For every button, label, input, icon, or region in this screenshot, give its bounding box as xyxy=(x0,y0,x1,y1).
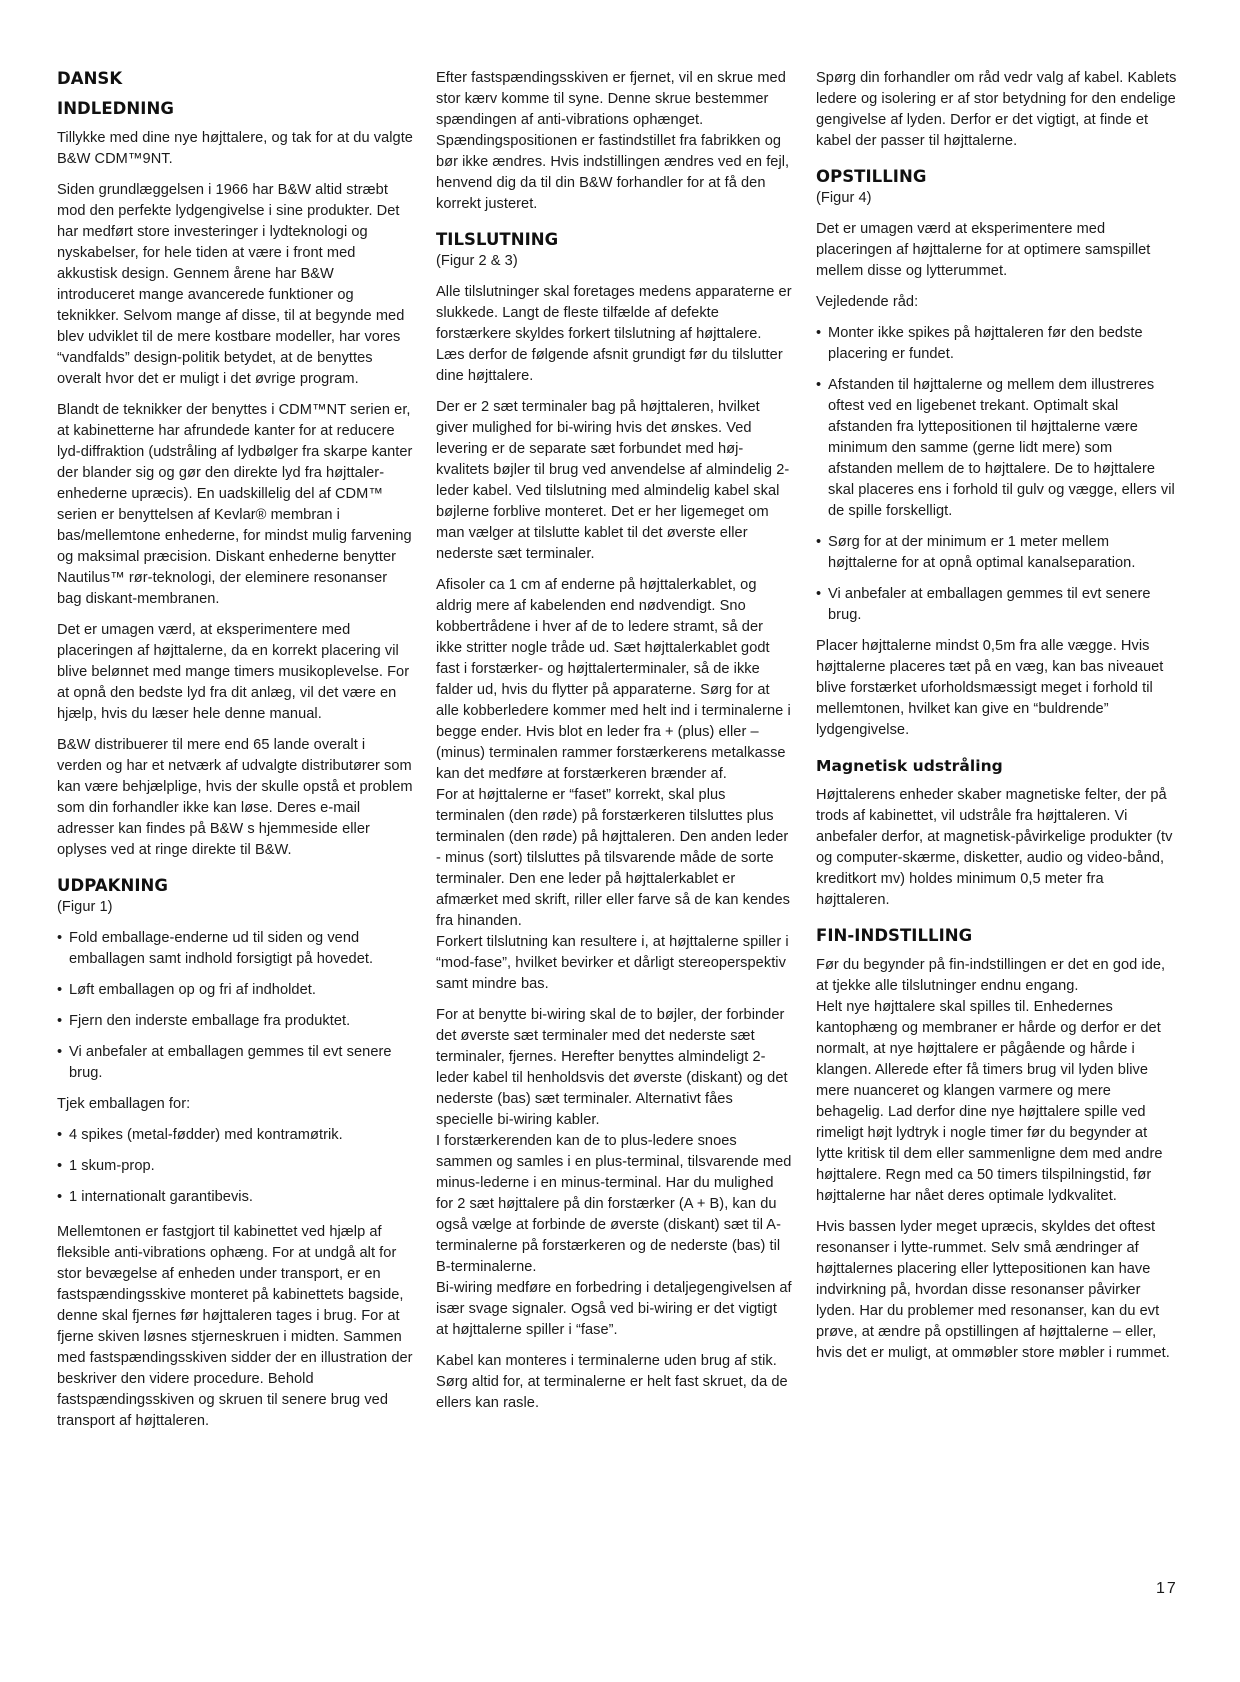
intro-heading: INDLEDNING xyxy=(57,99,174,118)
setup-paragraph: Det er umagen værd at eksperimentere med placeringen af højttalerne for at optimere samspillet mellem disse og lytterummet. xyxy=(816,221,1151,279)
list-item: • Monter ikke spikes på højttaleren før den bedste placering er fundet. xyxy=(816,323,1178,365)
magnetic-paragraph: Højttalerens enheder skaber magnetiske felter, der på trods af kabinettet, vil udstråle fra højttaleren. Vi anbefaler derfor, at magnetisk-påvirkelige produkter (tv og computer-skærme, disketter, audio og video-bånd, kreditkort mv) holdes minimum 0,5 meter fra højttaleren. xyxy=(816,787,1173,908)
list-item: • Vi anbefaler at emballagen gemmes til evt senere brug. xyxy=(816,584,1178,626)
fine-tuning-paragraph-a: Før du begynder på fin-indstillingen er det en god ide, at tjekke alle tilslutninger endnu engang. xyxy=(816,957,1166,994)
setup-figure-caption: (Figur 4) xyxy=(816,190,872,206)
page-number: 17 xyxy=(1156,1580,1178,1597)
connection-paragraph-3a: Afisoler ca 1 cm af enderne på højttalerkablet, og aldrig mere af kabelenden end nødvendigt. Sno kobbertrådene i hver af de to ledere stramt, så der ikke stritter nogle tråde ud. Sæt højttalerkablet godt fast i forstærker- og højttalerterminaler, så de ikke falder ud, hvis du flytter på apparaterne. Sørg for at alle kobberledere kommer med helt ind i terminalerne i begge ender. Hvis blot en leder fra + (plus) eller – (minus) terminalen rammer forstærkerens metalkasse kan det medføre at forstærkeren brænder af. xyxy=(436,577,791,782)
list-item: • 1 internationalt garantibevis. xyxy=(57,1187,413,1208)
biwiring-paragraph-b: I forstærkerenden kan de to plus-ledere snoes sammen og samles i en plus-terminal, tilsvarende med minus-lederne i en minus-terminal. Har du mulighed for 2 sæt højttalere på din forstærker (A + B), kan du også vælge at forbinde de øverste (diskant) sæt til A-terminalerne på forstærkeren og de nederste (bas) til B-terminalerne. xyxy=(436,1133,792,1275)
column-left xyxy=(57,68,413,1442)
package-contents-list xyxy=(57,1125,413,1208)
cable-advice-paragraph: Spørg din forhandler om råd vedr valg af kabel. Kablets ledere og isolering er af stor betydning for den endelige gengivelse af lyden. Derfor er det vigtigt, at finde et kabel der passer til højttalerne. xyxy=(816,70,1177,149)
check-label: Tjek emballagen for: xyxy=(57,1096,191,1112)
intro-paragraph-5: B&W distribuerer til mere end 65 lande overalt i verden og har et netværk af udvalgte distributører som kan være behjælplige, hvis der skulle opstå et problem som din forhandler ikke kan løse. Deres e-mail adresser kan findes på B&W s hjemmeside eller oplyses ved at ringe direkte til B&W. xyxy=(57,737,413,858)
column-middle xyxy=(436,68,792,1424)
column-right xyxy=(816,68,1178,1374)
fine-tuning-paragraph-b: Helt nye højttalere skal spilles til. Enhedernes kantophæng og membraner er hårde og derfor er det normalt, at nye højttalere er pågående og hårde i klangen. Allerede efter få timers brug vil lyden blive mere nuanceret og klangen varmere og mere behagelig. Lad derfor dine nye højttalere spille ved rimeligt højt lydtryk i nogle timer før du begynder at lytte kritisk til dem eller sammenligne dem med andre højttalere. Regn med ca 50 timers tilspilningstid, før højttalerne har nået deres optimale lydkvalitet. xyxy=(816,999,1163,1204)
transport-screw-paragraph: Efter fastspændingsskiven er fjernet, vil en skrue med stor kærv komme til syne. Denne skrue bestemmer spændingen af anti-vibrations ophænget. Spændingspositionen er fastindstillet fra fabrikken og bør ikke ændres. Hvis indstillingen ændres ved en fejl, henvend dig da til din B&W forhandler for at få den korrekt justeret. xyxy=(436,70,790,212)
connection-paragraph-3c: Forkert tilslutning kan resultere i, at højttalerne spiller i “mod-fase”, hvilket bevirker et dårligt stereoperspektiv samt mindre bas. xyxy=(436,934,789,992)
intro-paragraph-4: Det er umagen værd, at eksperimentere med placeringen af højttalerne, da en korrekt placering vil blive belønnet med mange timers musikoplevelse. For at opnå den bedste lyd fra dit anlæg, vil det være en hjælp, hvis du læser hele denne manual. xyxy=(57,622,410,722)
connection-paragraph-3b: For at højttalerne er “faset” korrekt, skal plus terminalen (den røde) på forstærkeren tilsluttes plus terminalen (den røde) på højttaleren. Den anden leder - minus (sort) tilsluttes på tilsvarende måde de sorte terminaler. Den ene leder på højttalerkablet er afmærket med skrift, riller eller farve så de kan kendes fra hinanden. xyxy=(436,787,790,929)
unpacking-figure-caption: (Figur 1) xyxy=(57,899,113,915)
intro-paragraph-2: Siden grundlæggelsen i 1966 har B&W altid stræbt mod den perfekte lydgengivelse i sine produkter. Det har medført store investeringer i lydteknologi og nyskabelser, for hele tiden at være i front med akkustisk design. Gennem årene har B&W introduceret mange avancerede funktioner og teknikker. Selvom mange af disse, til at begynde med blev udviklet til de mere kostbare modeller, har vores “vandfalds” design-politik betydet, at de benyttes overalt hvor det er muligt i det øvrige program. xyxy=(57,182,405,387)
list-item: • Sørg for at der minimum er 1 meter mellem højttalerne for at opnå optimal kanalseparation. xyxy=(816,532,1178,574)
intro-paragraph-3: Blandt de teknikker der benyttes i CDM™NT serien er, at kabinetterne har afrundede kanter for at reducere lyd-diffraktion (udstråling af lydbølger fra skarpe kanter der blander sig og gør den direkte lyd fra højttaler-enhederne upræcis). En uadskillelig del af CDM™ serien er benyttelsen af Kevlar® membran i bas/mellemtone enhederne, for mindst mulig farvening og maksimal præcision. Diskant enhederne benytter Nautilus™ rør-teknologi, der eleminere resonanser bag diskant-membranen. xyxy=(57,402,413,607)
wall-distance-paragraph: Placer højttalerne mindst 0,5m fra alle vægge. Hvis højttalerne placeres tæt på en væg, kan bas niveauet blive forstærket uforholdsmæssigt meget i forhold til mellemtonen, hvilket kan give en “buldrende” lydgengivelse. xyxy=(816,638,1164,738)
unpacking-heading: UDPAKNING xyxy=(57,876,168,895)
intro-paragraph-1: Tillykke med dine nye højttalere, og tak for at du valgte B&W CDM™9NT. xyxy=(57,130,413,167)
bass-resonance-paragraph: Hvis bassen lyder meget upræcis, skyldes det oftest resonanser i lytte-rummet. Selv små ændringer af højttalernes placering eller lyttepositionen kan have indvirkning på, hvordan disse resonanser påvirker lyden. Har du problemer med resonanser, kan du evt prøve, at ændre på opstillingen af højttalerne – eller, hvis det er muligt, at ommøbler store møbler i rummet. xyxy=(816,1219,1170,1361)
list-item: • Afstanden til højttalerne og mellem dem illustreres oftest ved en ligebenet trekant. Optimalt skal afstanden fra lyttepositionen til højttalerne være minimum den samme (gerne lidt mere) som afstanden mellem de to højttalere. De to højttalere skal placeres ens i forhold til gulv og vægge, ellers vil de spille forskelligt. xyxy=(816,375,1178,522)
advice-list xyxy=(816,323,1178,626)
language-heading: DANSK xyxy=(57,69,123,88)
fine-tuning-paragraph xyxy=(816,955,1178,1207)
advice-label: Vejledende råd: xyxy=(816,294,919,310)
fine-tuning-heading: FIN-INDSTILLING xyxy=(816,926,973,945)
connection-heading: TILSLUTNING xyxy=(436,230,559,249)
connection-figure-caption: (Figur 2 & 3) xyxy=(436,253,518,269)
setup-heading: OPSTILLING xyxy=(816,167,927,186)
biwiring-paragraph-c: Bi-wiring medføre en forbedring i detaljegengivelsen af især svage signaler. Også ved bi-wiring er det vigtigt at højttalerne spiller i “fase”. xyxy=(436,1280,792,1338)
magnetic-heading: Magnetisk udstråling xyxy=(816,757,1003,775)
list-item: • 1 skum-prop. xyxy=(57,1156,413,1177)
list-item: • Fold emballage-enderne ud til siden og vend emballagen samt indhold forsigtigt på hovedet. xyxy=(57,928,413,970)
list-item: • Vi anbefaler at emballagen gemmes til evt senere brug. xyxy=(57,1042,413,1084)
connection-paragraph-2: Der er 2 sæt terminaler bag på højttaleren, hvilket giver mulighed for bi-wiring hvis det ønskes. Ved levering er de separate sæt forbundet med høj-kvalitets bøjler til brug ved anvendelse af almindelig 2-leder kabel. Ved tilslutning med almindelig kabel skal bøjlerne forblive monteret. Det er her ligemeget om man vælger at tilslutte kablet til det øverste eller nederste sæt terminaler. xyxy=(436,399,790,562)
biwiring-paragraph xyxy=(436,1005,792,1341)
list-item: • 4 spikes (metal-fødder) med kontramøtrik. xyxy=(57,1125,413,1146)
unpacking-paragraph: Mellemtonen er fastgjort til kabinettet ved hjælp af fleksible anti-vibrations ophæng. For at undgå alt for stor bevægelse af enheden under transport, er en fastspændingsskive monteret på kabinettets bagside, denne skal fjernes før højttaleren tages i brug. For at fjerne skiven løsnes stjerneskruen i midten. Sammen med fastspændingsskiven sidder der en illustration der beskriver den videre procedure. Behold fastspændingsskiven og skruen til senere brug ved transport af højttaleren. xyxy=(57,1224,413,1429)
unpacking-steps-list xyxy=(57,928,413,1084)
connection-paragraph-1: Alle tilslutninger skal foretages medens apparaterne er slukkede. Langt de fleste tilfælde af defekte forstærkere skyldes forkert tilslutning af højttalere. Læs derfor de følgende afsnit grundigt før du tilslutter dine højttalere. xyxy=(436,284,792,384)
cable-paragraph: Kabel kan monteres i terminalerne uden brug af stik. Sørg altid for, at terminalerne er helt fast skruet, da de ellers kan rasle. xyxy=(436,1353,788,1411)
list-item: • Fjern den inderste emballage fra produktet. xyxy=(57,1011,413,1032)
biwiring-paragraph-a: For at benytte bi-wiring skal de to bøjler, der forbinder det øverste sæt terminaler med det nederste sæt terminaler, fjernes. Herefter benyttes almindeligt 2-leder kabel til henholdsvis det øverste (diskant) og det nederste (bas) sæt terminaler. Alternativt fåes specielle bi-wiring kabler. xyxy=(436,1007,788,1128)
list-item: • Løft emballagen op og fri af indholdet. xyxy=(57,980,413,1001)
connection-paragraph-3 xyxy=(436,575,792,995)
